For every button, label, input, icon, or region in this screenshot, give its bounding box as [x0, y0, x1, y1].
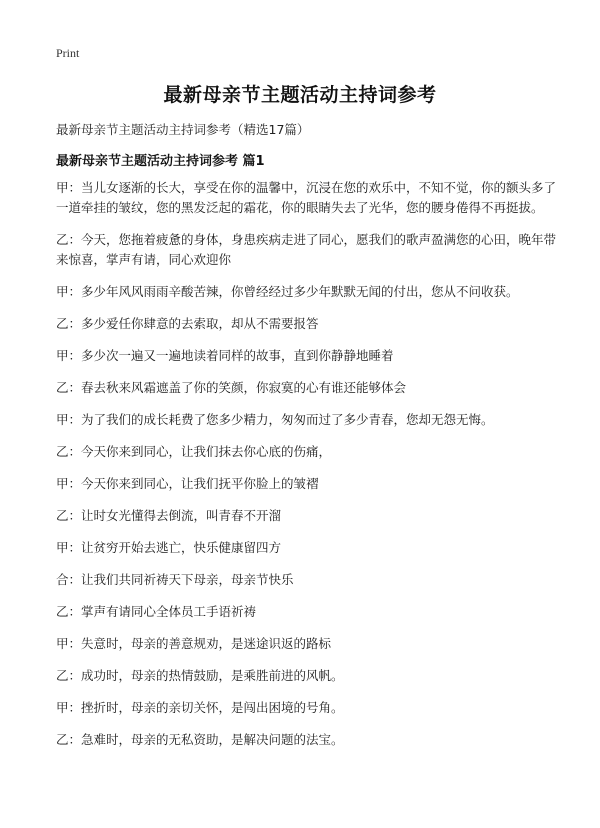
dialogue-line: 乙：多少爱任你肆意的去索取，却从不需要报答	[56, 316, 319, 331]
dialogue-line: 甲：挫折时，母亲的亲切关怀，是闯出困境的号角。	[56, 700, 344, 715]
dialogue-line: 乙：急难时，母亲的无私资助，是解决问题的法宝。	[56, 732, 344, 747]
document-subtitle: 最新母亲节主题活动主持词参考（精选17篇）	[56, 122, 310, 137]
dialogue-line: 甲：当儿女逐渐的长大，享受在你的温馨中，沉浸在您的欢乐中，不知不觉，你的额头多了一道牵挂的皱纹，您的黑发泛起的霜花，你的眼睛失去了光华，您的腰身倦得不再挺拔。	[56, 180, 557, 215]
dialogue-line: 乙：掌声有请同心全体员工手语祈祷	[56, 604, 257, 619]
dialogue-line: 乙：让时女光懂得去倒流，叫青春不开溜	[56, 508, 282, 523]
dialogue-line: 甲：让贫穷开始去逃亡，快乐健康留四方	[56, 540, 282, 555]
dialogue-line: 乙：今天你来到同心，让我们抹去你心底的伤痛，	[56, 444, 332, 459]
dialogue-lines	[56, 178, 556, 762]
print-label: Print	[56, 46, 80, 60]
dialogue-line: 乙：今天，您拖着疲惫的身体，身患疾病走进了同心，愿我们的歌声盈满您的心田，晚年带来惊喜，掌声有请，同心欢迎你	[56, 232, 557, 267]
section-heading: 最新母亲节主题活动主持词参考 篇1	[56, 154, 265, 169]
dialogue-line: 甲：为了我们的成长耗费了您多少精力，匆匆而过了多少青春，您却无怨无悔。	[56, 412, 494, 427]
dialogue-line: 合：让我们共同祈祷天下母亲，母亲节快乐	[56, 572, 294, 587]
document-title: 最新母亲节主题活动主持词参考	[163, 84, 437, 106]
dialogue-line: 甲：多少次一遍又一遍地读着同样的故事，直到你静静地睡着	[56, 348, 394, 363]
dialogue-line: 甲：失意时，母亲的善意规劝，是迷途识返的路标	[56, 636, 332, 651]
dialogue-line: 乙：春去秋来风霜遮盖了你的笑颜，你寂寞的心有谁还能够体会	[56, 380, 407, 395]
dialogue-line: 乙：成功时，母亲的热情鼓励，是乘胜前进的风帆。	[56, 668, 344, 683]
dialogue-line: 甲：今天你来到同心，让我们抚平你脸上的皱褶	[56, 476, 319, 491]
dialogue-line: 甲：多少年风风雨雨辛酸苦辣，你曾经经过多少年默默无闻的付出，您从不问收获。	[56, 284, 519, 299]
